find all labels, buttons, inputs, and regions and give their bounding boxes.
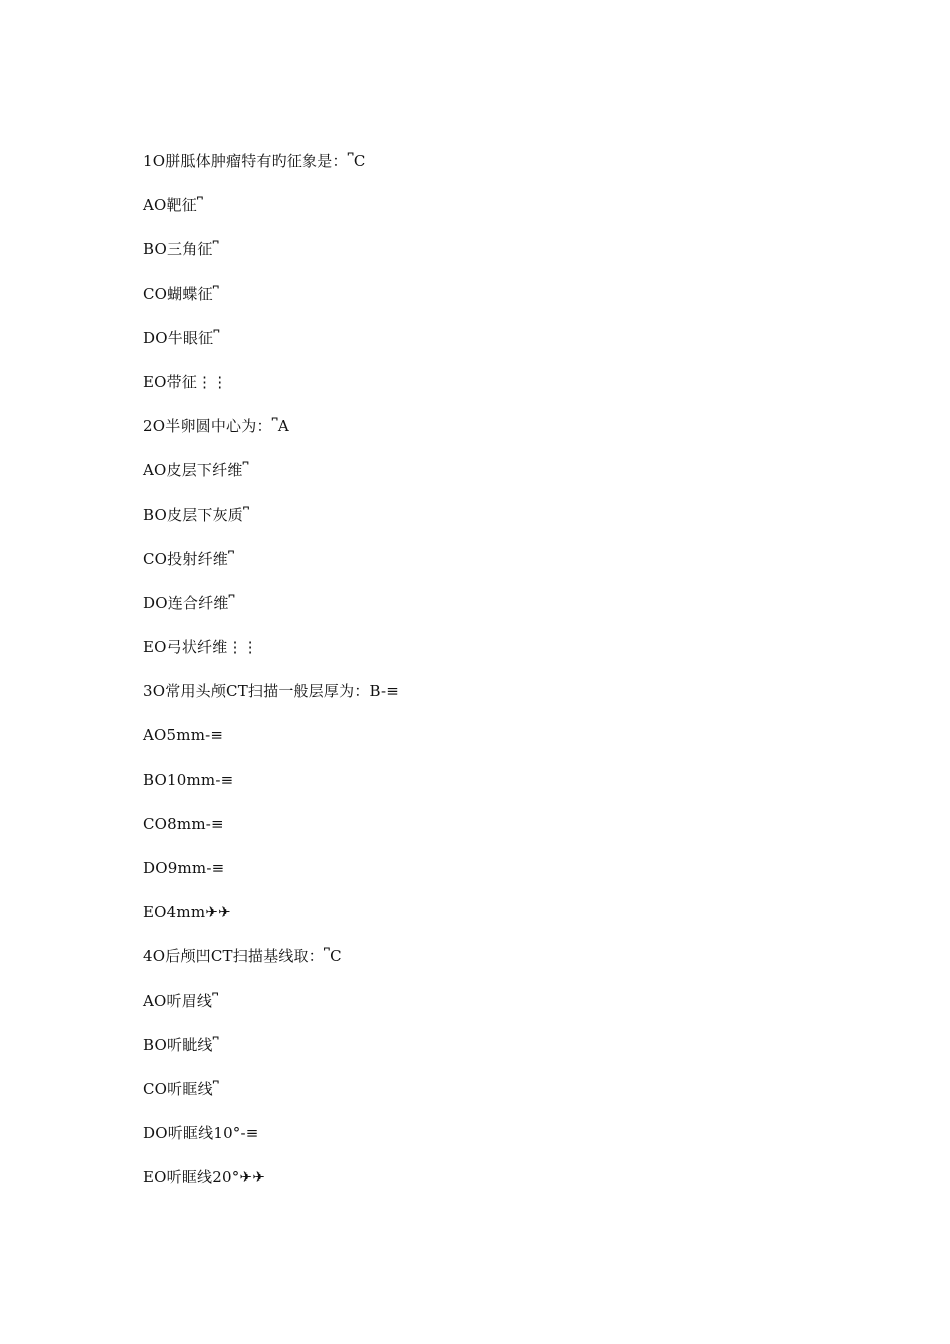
question-3-option-b: BO10mm-≡ [143, 770, 234, 789]
question-2-option-a: AO皮层下纤维⎴ [143, 461, 249, 480]
question-2-option-b: BO皮层下灰质⎴ [143, 505, 250, 524]
question-2-option-e: EO弓状纤维⋮⋮ [143, 638, 258, 657]
question-4-option-e: EO听眶线20°✈✈ [143, 1168, 265, 1187]
question-1-option-c: CO蝴蝶征⎴ [143, 284, 219, 303]
question-4-option-b: BO听眦线⎴ [143, 1035, 219, 1054]
question-3-option-d: DO9mm-≡ [143, 859, 225, 877]
question-list [143, 150, 843, 1211]
question-2-option-d: DO连合纤维⎴ [143, 593, 235, 612]
question-1-option-a: AO靶征⎴ [143, 196, 204, 215]
question-4-option-c: CO听眶线⎴ [143, 1079, 219, 1098]
question-4-option-a: AO听眉线⎴ [143, 991, 219, 1010]
question-3-option-c: CO8mm-≡ [143, 814, 224, 833]
question-4-option-d: DO听眶线10°-≡ [143, 1124, 259, 1143]
question-2-stem: 2O半卵圆中心为：⎴A [143, 417, 289, 436]
question-2-option-c: CO投射纤维⎴ [143, 549, 235, 568]
question-1-stem: 1O胼胝体肿瘤特有旳征象是：⎴C [143, 152, 366, 170]
question-1-option-e: EO带征⋮⋮ [143, 372, 228, 391]
question-3-option-e: EO4mm✈✈ [143, 903, 231, 922]
question-1-option-b: BO三角征⎴ [143, 240, 219, 259]
question-3-stem: 3O常用头颅CT扫描一般层厚为：B-≡ [143, 682, 400, 701]
question-4-stem: 4O后颅凹CT扫描基线取：⎴C [143, 947, 342, 966]
question-1-option-d: DO牛眼征⎴ [143, 328, 220, 347]
question-3-option-a: AO5mm-≡ [143, 726, 224, 745]
